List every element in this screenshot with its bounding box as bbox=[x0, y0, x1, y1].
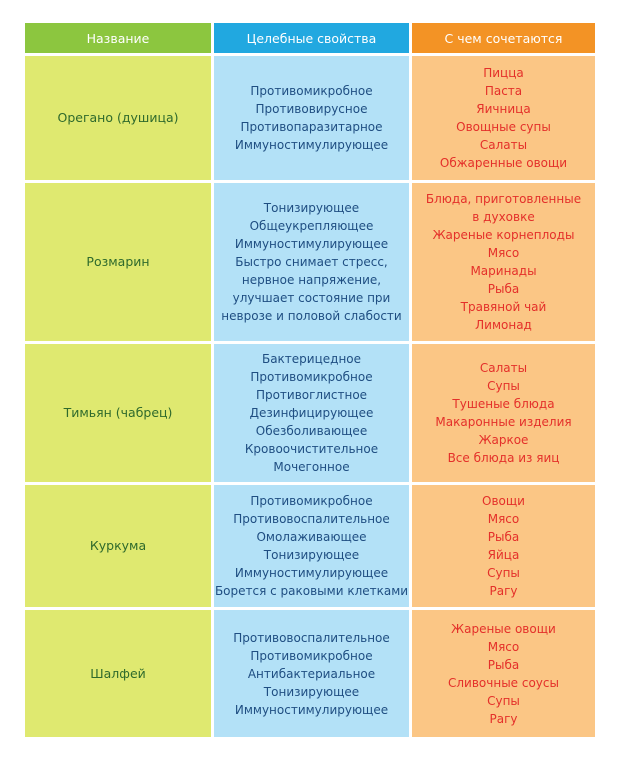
pairing-item: Маринады bbox=[470, 264, 537, 278]
pairing-item: Салаты bbox=[479, 361, 528, 375]
property-item: Тонизирующее bbox=[263, 684, 360, 699]
pairing-item: Обжаренные овощи bbox=[439, 156, 568, 170]
pairing-item: Рыба bbox=[487, 282, 520, 296]
pairing-item: Рагу bbox=[489, 711, 518, 726]
header-pairings: С чем сочетаются bbox=[412, 23, 595, 53]
pairing-item: Пицца bbox=[483, 66, 524, 80]
row-name-thyme: Тимьян (чабрец) bbox=[25, 344, 211, 482]
pairing-item: Яйца bbox=[487, 548, 520, 562]
pairing-item: Супы bbox=[487, 566, 520, 580]
property-item: улучшает состояние при bbox=[232, 291, 391, 305]
property-item: Противовоспалительное bbox=[233, 512, 390, 526]
pairing-item: Салаты bbox=[479, 138, 528, 152]
property-item: Тонизирующее bbox=[263, 548, 360, 562]
property-item: Борется с раковыми клетками bbox=[214, 584, 409, 598]
property-item: Противовоспалительное bbox=[233, 630, 390, 645]
property-item: Омолаживающее bbox=[256, 530, 367, 544]
property-item: Быстро снимает стресс, bbox=[235, 255, 388, 269]
header-properties: Целебные свойства bbox=[214, 23, 409, 53]
property-item: Иммуностимулирующее bbox=[234, 237, 389, 251]
pairing-item: Блюда, приготовленные bbox=[425, 192, 582, 206]
property-item: Противовирусное bbox=[255, 102, 368, 116]
property-item: Противоглистное bbox=[255, 388, 368, 402]
pairing-item: Макаронные изделия bbox=[435, 415, 572, 429]
header-name: Название bbox=[25, 23, 211, 53]
row-properties-thyme bbox=[214, 344, 409, 482]
row-pairings-rosemary bbox=[412, 183, 595, 341]
row-properties-oregano bbox=[214, 56, 409, 180]
herbs-table bbox=[25, 23, 595, 737]
pairing-item: Жареные овощи bbox=[451, 621, 556, 636]
row-name-turmeric: Куркума bbox=[25, 485, 211, 607]
pairing-item: Мясо bbox=[487, 639, 520, 654]
pairing-item: Яичница bbox=[476, 102, 531, 116]
row-pairings-thyme bbox=[412, 344, 595, 482]
pairing-item: Лимонад bbox=[475, 318, 532, 332]
pairing-item: Мясо bbox=[487, 512, 520, 526]
pairing-item: Сливочные соусы bbox=[448, 675, 559, 690]
property-item: Дезинфицирующее bbox=[249, 406, 374, 420]
property-item: Противомикробное bbox=[250, 648, 373, 663]
pairing-item: Супы bbox=[487, 379, 520, 393]
property-item: неврозе и половой слабости bbox=[221, 309, 402, 323]
row-properties-turmeric bbox=[214, 485, 409, 607]
property-item: Противомикробное bbox=[250, 494, 373, 508]
property-item: Противомикробное bbox=[250, 370, 373, 384]
row-pairings-sage bbox=[412, 610, 595, 737]
row-name-rosemary: Розмарин bbox=[25, 183, 211, 341]
row-name-sage: Шалфей bbox=[25, 610, 211, 737]
property-item: Антибактериальное bbox=[247, 666, 376, 681]
pairing-item: Жареные корнеплоды bbox=[432, 228, 575, 242]
row-pairings-oregano bbox=[412, 56, 595, 180]
pairing-item: Рыба bbox=[487, 530, 520, 544]
pairing-item: Мясо bbox=[487, 246, 520, 260]
pairing-item: Супы bbox=[487, 693, 520, 708]
pairing-item: Рыба bbox=[487, 657, 520, 672]
pairing-item: Рагу bbox=[489, 584, 518, 598]
property-item: Мочегонное bbox=[273, 460, 350, 474]
row-properties-rosemary bbox=[214, 183, 409, 341]
property-item: Иммуностимулирующее bbox=[234, 702, 389, 717]
row-properties-sage bbox=[214, 610, 409, 737]
property-item: Иммуностимулирующее bbox=[234, 566, 389, 580]
pairing-item: Овощи bbox=[482, 494, 525, 508]
pairing-item: Паста bbox=[484, 84, 523, 98]
pairing-item: Тушеные блюда bbox=[452, 397, 555, 411]
property-item: Противомикробное bbox=[250, 84, 373, 98]
property-item: Бактерицедное bbox=[261, 352, 362, 366]
property-item: Тонизирующее bbox=[263, 201, 360, 215]
pairing-item: Овощные супы bbox=[456, 120, 551, 134]
property-item: Иммуностимулирующее bbox=[234, 138, 389, 152]
property-item: нервное напряжение, bbox=[241, 273, 382, 287]
pairing-item: Все блюда из яиц bbox=[447, 451, 560, 465]
property-item: Общеукрепляющее bbox=[249, 219, 374, 233]
pairing-item: Жаркое bbox=[478, 433, 529, 447]
property-item: Кровоочистительное bbox=[244, 442, 379, 456]
pairing-item: в духовке bbox=[472, 210, 535, 224]
pairing-item: Травяной чай bbox=[460, 300, 547, 314]
property-item: Противопаразитарное bbox=[240, 120, 383, 134]
row-pairings-turmeric bbox=[412, 485, 595, 607]
property-item: Обезболивающее bbox=[255, 424, 368, 438]
row-name-oregano: Орегано (душица) bbox=[25, 56, 211, 180]
